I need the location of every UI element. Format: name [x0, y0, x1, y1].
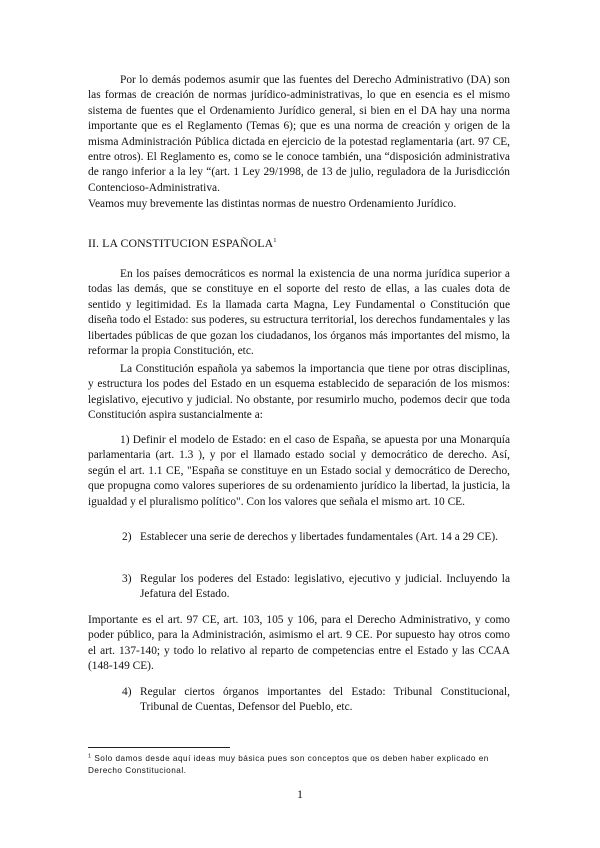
- footnote-reference[interactable]: 1: [273, 237, 277, 245]
- list-item-3-number: 3): [122, 573, 132, 585]
- list-item-2-number: 2): [122, 531, 132, 543]
- intro-paragraph: Por lo demás podemos asumir que las fuentes del Derecho Administrativo (DA) son las formas de creación de normas jurídico-administrativas, lo que en esencia es el mismo sistema de fuentes que el Ordenamiento Jurídico general, si bien en el DA hay una norma importante que es el Reglamento (Temas 6); que es una norma de creación y origen de la misma Administración Pública dictada en ejercicio de la potestad reglamentaria (art. 97 CE, entre otros). El Reglamento es, como se le conoce también, una “disposición administrativa de rango inferior a la ley “(art. 1 Ley 29/1998, de 13 de julio, reguladora de la Jurisdicción Contencioso-Administrativa.: [88, 74, 510, 194]
- footnote-text: Solo damos desde aquí ideas muy básica pues son conceptos que os deben haber explicado en Derecho Constitucional.: [88, 754, 489, 775]
- section-heading-text: II. LA CONSTITUCION ESPAÑOLA: [88, 236, 274, 250]
- footnote-separator: [88, 747, 230, 748]
- section-heading: [88, 236, 277, 251]
- list-item-3-text: Regular los poderes del Estado: legislativo, ejecutivo y judicial. Incluyendo la Jefatura del Estado.: [140, 573, 510, 601]
- list-item-4-number: 4): [122, 686, 132, 698]
- list-item-4-text: Regular ciertos órganos importantes del Estado: Tribunal Constitucional, Tribunal de Cuentas, Defensor del Pueblo, etc.: [140, 686, 510, 714]
- list-item-1: 1) Definir el modelo de Estado: en el caso de España, se apuesta por una Monarquía parlamentaria (art. 1.3 ), y por el llamado estado social y democrático de derecho. Así, según el art. 1.1 CE, "España se constituye en un Estado social y democrático de Derecho, que propugna como valores superiores de su ordenamiento jurídico la libertad, la justicia, la igualdad y el pluralismo político". Con los valores que señala el mismo art. 10 CE.: [88, 434, 510, 508]
- democraticos-paragraph: En los países democráticos es normal la existencia de una norma jurídica superior a todas las demás, que se constituye en el soporte del resto de ellas, a las cuales dota de sentido y legitimidad. Es la llamada carta Magna, Ley Fundamental o Constitución que diseña todo el Estado: sus poderes, su estructura territorial, los derechos fundamentales y las libertades públicas de que gozan los ciudadanos, los órganos más importantes del mismo, la reformar la propia Constitución, etc.: [88, 268, 510, 358]
- list-item-2-text: Establecer una serie de derechos y libertades fundamentales (Art. 14 a 29 CE).: [140, 531, 499, 543]
- footnote: [88, 753, 518, 777]
- footnote-mark: 1: [88, 753, 92, 760]
- constitucion-paragraph: La Constitución española ya sabemos la importancia que tiene por otras disciplinas, y estructura los podes del Estado en un esquema establecido de separación de los mismos: legislativo, ejecutivo y judicial. No obstante, por resumirlo mucho, podemos decir que toda Constitución aspira sustancialmente a:: [88, 363, 510, 422]
- veamos-paragraph: Veamos muy brevemente las distintas normas de nuestro Ordenamiento Jurídico.: [88, 198, 457, 210]
- importante-paragraph: Importante es el art. 97 CE, art. 103, 105 y 106, para el Derecho Administrativo, y como poder público, para la Administración, asimismo el art. 9 CE. Por supuesto hay otros como el art. 137-140; y todo lo relativo al reparto de competencias entre el Estado y las CCAA (148-149 CE).: [88, 614, 510, 673]
- page-number: 1: [297, 787, 303, 801]
